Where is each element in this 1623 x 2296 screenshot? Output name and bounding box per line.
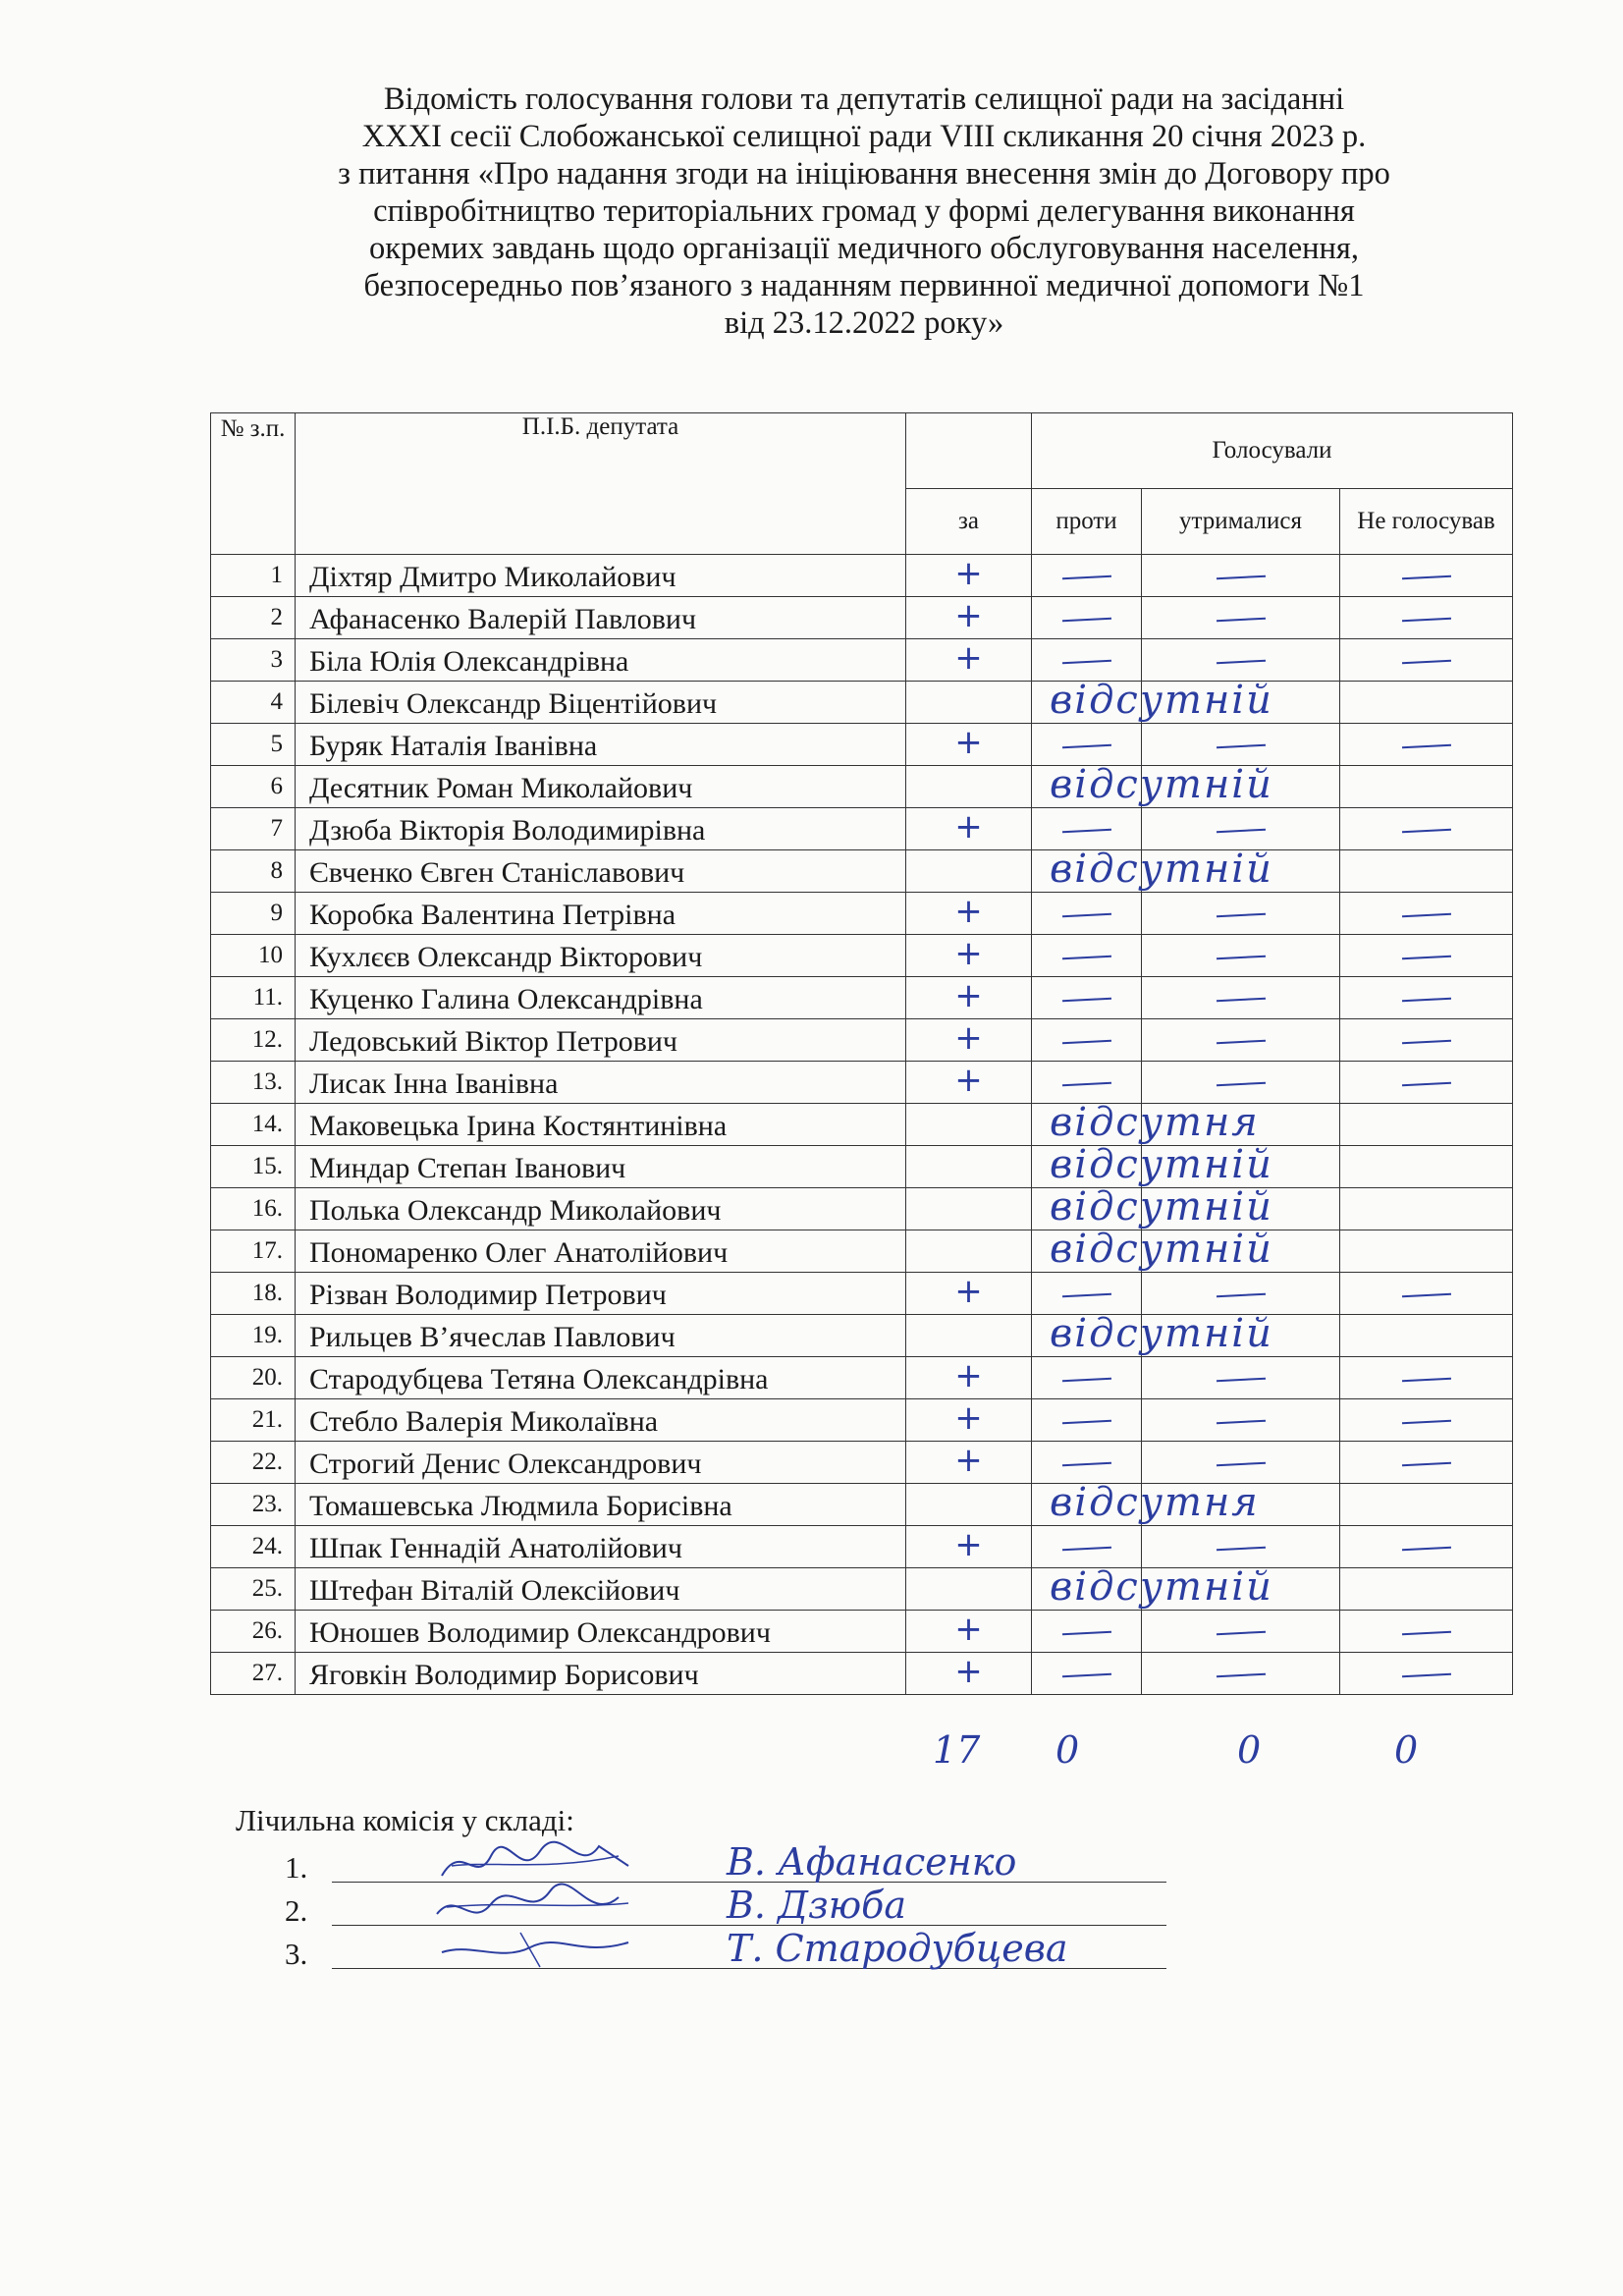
absent-note: відсутній <box>1050 1311 1273 1356</box>
vote-for-cell <box>906 1230 1032 1273</box>
deputy-name: Стародубцева Тетяна Олександрівна <box>296 1357 906 1399</box>
plus-mark: + <box>954 807 983 847</box>
table-row <box>211 1357 1513 1399</box>
vote-against-cell <box>1032 1142 1273 1188</box>
vote-for-cell <box>906 724 1032 766</box>
vote-against-cell <box>1032 1653 1142 1695</box>
vote-for-cell <box>906 639 1032 682</box>
vote-abstained-cell <box>1142 1062 1340 1104</box>
dash-mark <box>1061 1673 1110 1678</box>
dash-mark <box>1216 956 1265 960</box>
table-row <box>211 555 1513 597</box>
table-row <box>211 935 1513 977</box>
vote-not-voted-cell <box>1340 1188 1513 1230</box>
plus-mark: + <box>954 934 983 973</box>
vote-not-voted-cell <box>1340 1104 1513 1146</box>
dash-mark <box>1401 1462 1450 1467</box>
absent-note: відсутній <box>1050 678 1273 723</box>
absent-note: відсутній <box>1050 1184 1273 1230</box>
vote-not-voted-cell <box>1340 555 1513 597</box>
dash-mark <box>1401 1082 1450 1087</box>
dash-mark <box>1216 913 1265 918</box>
vote-for-cell <box>906 1442 1032 1484</box>
row-number: 14. <box>211 1104 296 1146</box>
vote-against-cell <box>1032 808 1142 850</box>
vote-for-cell <box>906 1104 1032 1146</box>
row-number: 23. <box>211 1484 296 1526</box>
deputy-name: Куценко Галина Олександрівна <box>296 977 906 1019</box>
dash-mark <box>1061 1420 1110 1425</box>
plus-mark: + <box>954 596 983 635</box>
plus-mark: + <box>954 638 983 678</box>
vote-for-cell <box>906 1526 1032 1568</box>
voting-table <box>210 412 1513 1695</box>
table-row <box>211 850 1513 893</box>
dash-mark <box>1061 913 1110 918</box>
dash-mark <box>1401 1293 1450 1298</box>
absent-note: відсутній <box>1050 1564 1273 1610</box>
vote-not-voted-cell <box>1340 1484 1513 1526</box>
title-line: безпосередньо пов’язаного з наданням первинної медичної допомоги №1 <box>363 268 1365 303</box>
row-number: 2 <box>211 597 296 639</box>
dash-mark <box>1061 998 1110 1003</box>
vote-for-cell <box>906 1653 1032 1695</box>
dash-mark <box>1216 1420 1265 1425</box>
dash-mark <box>1061 1040 1110 1045</box>
vote-for-cell <box>906 1188 1032 1230</box>
absent-note: відсутній <box>1050 847 1273 892</box>
vote-not-voted-cell <box>1340 1357 1513 1399</box>
vote-against-cell <box>1032 1442 1142 1484</box>
row-number: 24. <box>211 1526 296 1568</box>
dash-mark <box>1216 575 1265 580</box>
deputy-name: Євченко Євген Станіславович <box>296 850 906 893</box>
row-number: 8 <box>211 850 296 893</box>
table-row <box>211 766 1513 808</box>
vote-not-voted-cell <box>1340 1399 1513 1442</box>
member-handwritten-name: В. Дзюба <box>727 1884 907 1927</box>
vote-not-voted-cell <box>1340 1146 1513 1188</box>
deputy-name: Полька Олександр Миколайович <box>296 1188 906 1230</box>
plus-mark: + <box>954 1061 983 1100</box>
plus-mark: + <box>954 1398 983 1438</box>
vote-not-voted-cell <box>1340 1526 1513 1568</box>
dash-mark <box>1061 744 1110 749</box>
table-row <box>211 1526 1513 1568</box>
title-line: ХХХІ сесії Слобожанської селищної ради VIII скликання 20 січня 2023 р. <box>361 119 1367 154</box>
row-number: 4 <box>211 682 296 724</box>
vote-not-voted-cell <box>1340 1062 1513 1104</box>
deputy-name: Стебло Валерія Миколаївна <box>296 1399 906 1442</box>
document-title <box>226 81 1502 342</box>
commission-member-3 <box>285 1927 1168 1980</box>
table-row <box>211 1568 1513 1611</box>
dash-mark <box>1401 1378 1450 1383</box>
dash-mark <box>1216 1040 1265 1045</box>
vote-against-cell <box>1032 1273 1142 1315</box>
total-not-voted: 0 <box>1394 1728 1419 1772</box>
title-line: від 23.12.2022 року» <box>724 305 1004 341</box>
vote-abstained-cell <box>1142 808 1340 850</box>
table-row <box>211 1442 1513 1484</box>
table-row <box>211 1315 1513 1357</box>
vote-for-cell <box>906 808 1032 850</box>
vote-not-voted-cell <box>1340 639 1513 682</box>
voting-table-body <box>211 555 1513 1695</box>
table-row <box>211 1062 1513 1104</box>
row-number: 26. <box>211 1611 296 1653</box>
vote-abstained-cell <box>1142 1019 1340 1062</box>
table-row <box>211 682 1513 724</box>
vote-against-cell <box>1032 935 1142 977</box>
row-number: 21. <box>211 1399 296 1442</box>
deputy-name: Рильцев В’ячеслав Павлович <box>296 1315 906 1357</box>
row-number: 15. <box>211 1146 296 1188</box>
table-row <box>211 1230 1513 1273</box>
dash-mark <box>1061 1082 1110 1087</box>
dash-mark <box>1061 660 1110 665</box>
total-against: 0 <box>1055 1728 1080 1772</box>
vote-for-cell <box>906 766 1032 808</box>
dash-mark <box>1061 1462 1110 1467</box>
row-number: 25. <box>211 1568 296 1611</box>
vote-against-cell <box>1032 762 1273 808</box>
plus-mark: + <box>954 723 983 762</box>
table-row <box>211 977 1513 1019</box>
row-number: 5 <box>211 724 296 766</box>
vote-abstained-cell <box>1142 597 1340 639</box>
vote-for-cell <box>906 1273 1032 1315</box>
absent-note: відсутня <box>1050 1480 1260 1525</box>
vote-for-cell <box>906 682 1032 724</box>
dash-mark <box>1401 660 1450 665</box>
dash-mark <box>1216 660 1265 665</box>
deputy-name: Юношев Володимир Олександрович <box>296 1611 906 1653</box>
vote-not-voted-cell <box>1340 1611 1513 1653</box>
table-row <box>211 1188 1513 1230</box>
header-not-voted: Не голосував <box>1340 489 1513 555</box>
vote-for-cell <box>906 850 1032 893</box>
vote-against-cell <box>1032 893 1142 935</box>
vote-not-voted-cell <box>1340 1315 1513 1357</box>
vote-abstained-cell <box>1142 1273 1340 1315</box>
dash-mark <box>1401 744 1450 749</box>
table-row <box>211 893 1513 935</box>
dash-mark <box>1061 575 1110 580</box>
deputy-name: Кухлєєв Олександр Вікторович <box>296 935 906 977</box>
deputy-name: Шпак Геннадій Анатолійович <box>296 1526 906 1568</box>
deputy-name: Дзюба Вікторія Володимирівна <box>296 808 906 850</box>
vote-abstained-cell <box>1142 555 1340 597</box>
vote-against-cell <box>1032 597 1142 639</box>
row-number: 10 <box>211 935 296 977</box>
dash-mark <box>1401 618 1450 623</box>
header-voted-group: Голосували <box>1032 413 1513 489</box>
dash-mark <box>1401 1420 1450 1425</box>
vote-for-cell <box>906 977 1032 1019</box>
vote-not-voted-cell <box>1340 1273 1513 1315</box>
dash-mark <box>1061 956 1110 960</box>
dash-mark <box>1401 913 1450 918</box>
table-row <box>211 1273 1513 1315</box>
table-row <box>211 724 1513 766</box>
dash-mark <box>1401 1547 1450 1552</box>
vote-for-cell <box>906 1019 1032 1062</box>
vote-for-cell <box>906 1399 1032 1442</box>
vote-for-cell <box>906 1315 1032 1357</box>
row-number: 22. <box>211 1442 296 1484</box>
vote-not-voted-cell <box>1340 724 1513 766</box>
dash-mark <box>1216 618 1265 623</box>
deputy-name: Біла Юлія Олександрівна <box>296 639 906 682</box>
vote-for-cell <box>906 893 1032 935</box>
header-number: № з.п. <box>211 413 296 555</box>
vote-abstained-cell <box>1142 893 1340 935</box>
deputy-name: Буряк Наталія Іванівна <box>296 724 906 766</box>
vote-against-cell <box>1032 1480 1260 1526</box>
vote-against-cell <box>1032 1357 1142 1399</box>
dash-mark <box>1401 1631 1450 1636</box>
title-line: співробітництво територіальних громад у формі делегування виконання <box>373 193 1355 229</box>
dash-mark <box>1401 1673 1450 1678</box>
dash-mark <box>1061 829 1110 834</box>
plus-mark: + <box>954 1356 983 1395</box>
vote-abstained-cell <box>1142 935 1340 977</box>
plus-mark: + <box>954 892 983 931</box>
deputy-name: Томашевська Людмила Борисівна <box>296 1484 906 1526</box>
vote-against-cell <box>1032 1062 1142 1104</box>
vote-not-voted-cell <box>1340 766 1513 808</box>
vote-not-voted-cell <box>1340 808 1513 850</box>
vote-for-cell <box>906 935 1032 977</box>
deputy-name: Афанасенко Валерій Павлович <box>296 597 906 639</box>
vote-abstained-cell <box>1142 1611 1340 1653</box>
vote-against-cell <box>1032 847 1273 893</box>
deputy-name: Десятник Роман Миколайович <box>296 766 906 808</box>
member-number: 2. <box>285 1893 308 1928</box>
dash-mark <box>1401 1040 1450 1045</box>
vote-not-voted-cell <box>1340 977 1513 1019</box>
plus-mark: + <box>954 554 983 593</box>
member-handwritten-name: В. Афанасенко <box>727 1840 1017 1884</box>
vote-not-voted-cell <box>1340 850 1513 893</box>
row-number: 3 <box>211 639 296 682</box>
dash-mark <box>1216 1547 1265 1552</box>
counting-commission-label: Лічильна комісія у складі: <box>236 1803 574 1837</box>
vote-not-voted-cell <box>1340 1230 1513 1273</box>
member-number: 1. <box>285 1850 308 1885</box>
table-row <box>211 1399 1513 1442</box>
total-abstained: 0 <box>1237 1728 1262 1772</box>
row-number: 19. <box>211 1315 296 1357</box>
dash-mark <box>1061 1631 1110 1636</box>
table-row <box>211 1611 1513 1653</box>
plus-mark: + <box>954 1610 983 1649</box>
vote-for-cell <box>906 597 1032 639</box>
title-line: Відомість голосування голови та депутатів селищної ради на засіданні <box>383 82 1345 117</box>
header-against: проти <box>1032 489 1142 555</box>
dash-mark <box>1061 618 1110 623</box>
header-name: П.І.Б. депутата <box>296 413 906 555</box>
row-number: 20. <box>211 1357 296 1399</box>
row-number: 27. <box>211 1653 296 1695</box>
header-empty-za-top <box>906 413 1032 489</box>
deputy-name: Миндар Степан Іванович <box>296 1146 906 1188</box>
vote-not-voted-cell <box>1340 935 1513 977</box>
table-row <box>211 1019 1513 1062</box>
plus-mark: + <box>954 1272 983 1311</box>
vote-not-voted-cell <box>1340 1019 1513 1062</box>
member-handwritten-name: Т. Стародубцева <box>727 1927 1068 1970</box>
dash-mark <box>1216 1082 1265 1087</box>
vote-for-cell <box>906 1062 1032 1104</box>
row-number: 13. <box>211 1062 296 1104</box>
vote-not-voted-cell <box>1340 682 1513 724</box>
row-number: 12. <box>211 1019 296 1062</box>
deputy-name: Лисак Інна Іванівна <box>296 1062 906 1104</box>
vote-for-cell <box>906 1146 1032 1188</box>
absent-note: відсутній <box>1050 762 1273 807</box>
deputy-name: Коробка Валентина Петрівна <box>296 893 906 935</box>
deputy-name: Різван Володимир Петрович <box>296 1273 906 1315</box>
vote-against-cell <box>1032 1399 1142 1442</box>
vote-against-cell <box>1032 1227 1273 1273</box>
absent-note: відсутній <box>1050 1142 1273 1187</box>
vote-against-cell <box>1032 977 1142 1019</box>
plus-mark: + <box>954 1652 983 1691</box>
table-row <box>211 808 1513 850</box>
dash-mark <box>1216 744 1265 749</box>
vote-not-voted-cell <box>1340 893 1513 935</box>
dash-mark <box>1216 1462 1265 1467</box>
plus-mark: + <box>954 1441 983 1480</box>
row-number: 11. <box>211 977 296 1019</box>
dash-mark <box>1061 1547 1110 1552</box>
plus-mark: + <box>954 1525 983 1564</box>
dash-mark <box>1216 1631 1265 1636</box>
dash-mark <box>1216 1293 1265 1298</box>
dash-mark <box>1401 998 1450 1003</box>
deputy-name: Строгий Денис Олександрович <box>296 1442 906 1484</box>
vote-not-voted-cell <box>1340 1653 1513 1695</box>
deputy-name: Маковецька Ірина Костянтинівна <box>296 1104 906 1146</box>
dash-mark <box>1061 1293 1110 1298</box>
title-line: окремих завдань щодо організації медичного обслуговування населення, <box>369 231 1359 266</box>
row-number: 18. <box>211 1273 296 1315</box>
vote-abstained-cell <box>1142 639 1340 682</box>
deputy-name: Пономаренко Олег Анатолійович <box>296 1230 906 1273</box>
vote-for-cell <box>906 1568 1032 1611</box>
table-row <box>211 639 1513 682</box>
table-row <box>211 1653 1513 1695</box>
vote-against-cell <box>1032 1100 1260 1146</box>
member-number: 3. <box>285 1937 308 1971</box>
vote-not-voted-cell <box>1340 1568 1513 1611</box>
vote-against-cell <box>1032 678 1273 724</box>
dash-mark <box>1401 829 1450 834</box>
table-row <box>211 1146 1513 1188</box>
dash-mark <box>1216 1378 1265 1383</box>
vote-not-voted-cell <box>1340 1442 1513 1484</box>
dash-mark <box>1216 1673 1265 1678</box>
total-for: 17 <box>933 1728 981 1772</box>
vote-against-cell <box>1032 1311 1273 1357</box>
deputy-name: Білевіч Олександр Віцентійович <box>296 682 906 724</box>
dash-mark <box>1216 998 1265 1003</box>
vote-against-cell <box>1032 1564 1273 1611</box>
row-number: 17. <box>211 1230 296 1273</box>
dash-mark <box>1401 575 1450 580</box>
vote-not-voted-cell <box>1340 597 1513 639</box>
deputy-name: Ледовський Віктор Петрович <box>296 1019 906 1062</box>
row-number: 1 <box>211 555 296 597</box>
vote-abstained-cell <box>1142 1442 1340 1484</box>
vote-against-cell <box>1032 724 1142 766</box>
table-row <box>211 597 1513 639</box>
vote-for-cell <box>906 1484 1032 1526</box>
vote-against-cell <box>1032 555 1142 597</box>
vote-for-cell <box>906 1357 1032 1399</box>
dash-mark <box>1401 956 1450 960</box>
header-for: за <box>906 489 1032 555</box>
vote-for-cell <box>906 1611 1032 1653</box>
row-number: 16. <box>211 1188 296 1230</box>
dash-mark <box>1061 1378 1110 1383</box>
vote-against-cell <box>1032 639 1142 682</box>
signature-mark <box>432 1923 648 1978</box>
title-line: з питання «Про надання згоди на ініціювання внесення змін до Договору про <box>338 156 1390 191</box>
row-number: 6 <box>211 766 296 808</box>
vote-against-cell <box>1032 1611 1142 1653</box>
dash-mark <box>1216 829 1265 834</box>
vote-abstained-cell <box>1142 1357 1340 1399</box>
vote-abstained-cell <box>1142 1526 1340 1568</box>
plus-mark: + <box>954 976 983 1015</box>
row-number: 7 <box>211 808 296 850</box>
vote-abstained-cell <box>1142 1399 1340 1442</box>
absent-note: відсутній <box>1050 1227 1273 1272</box>
table-row <box>211 1104 1513 1146</box>
vote-against-cell <box>1032 1019 1142 1062</box>
deputy-name: Діхтяр Дмитро Миколайович <box>296 555 906 597</box>
table-row <box>211 1484 1513 1526</box>
vote-abstained-cell <box>1142 977 1340 1019</box>
vote-abstained-cell <box>1142 724 1340 766</box>
vote-against-cell <box>1032 1184 1273 1230</box>
deputy-name: Штефан Віталій Олексійович <box>296 1568 906 1611</box>
row-number: 9 <box>211 893 296 935</box>
vote-for-cell <box>906 555 1032 597</box>
header-abstained: утрималися <box>1142 489 1340 555</box>
plus-mark: + <box>954 1018 983 1058</box>
vote-against-cell <box>1032 1526 1142 1568</box>
absent-note: відсутня <box>1050 1100 1260 1145</box>
vote-abstained-cell <box>1142 1653 1340 1695</box>
deputy-name: Яговкін Володимир Борисович <box>296 1653 906 1695</box>
